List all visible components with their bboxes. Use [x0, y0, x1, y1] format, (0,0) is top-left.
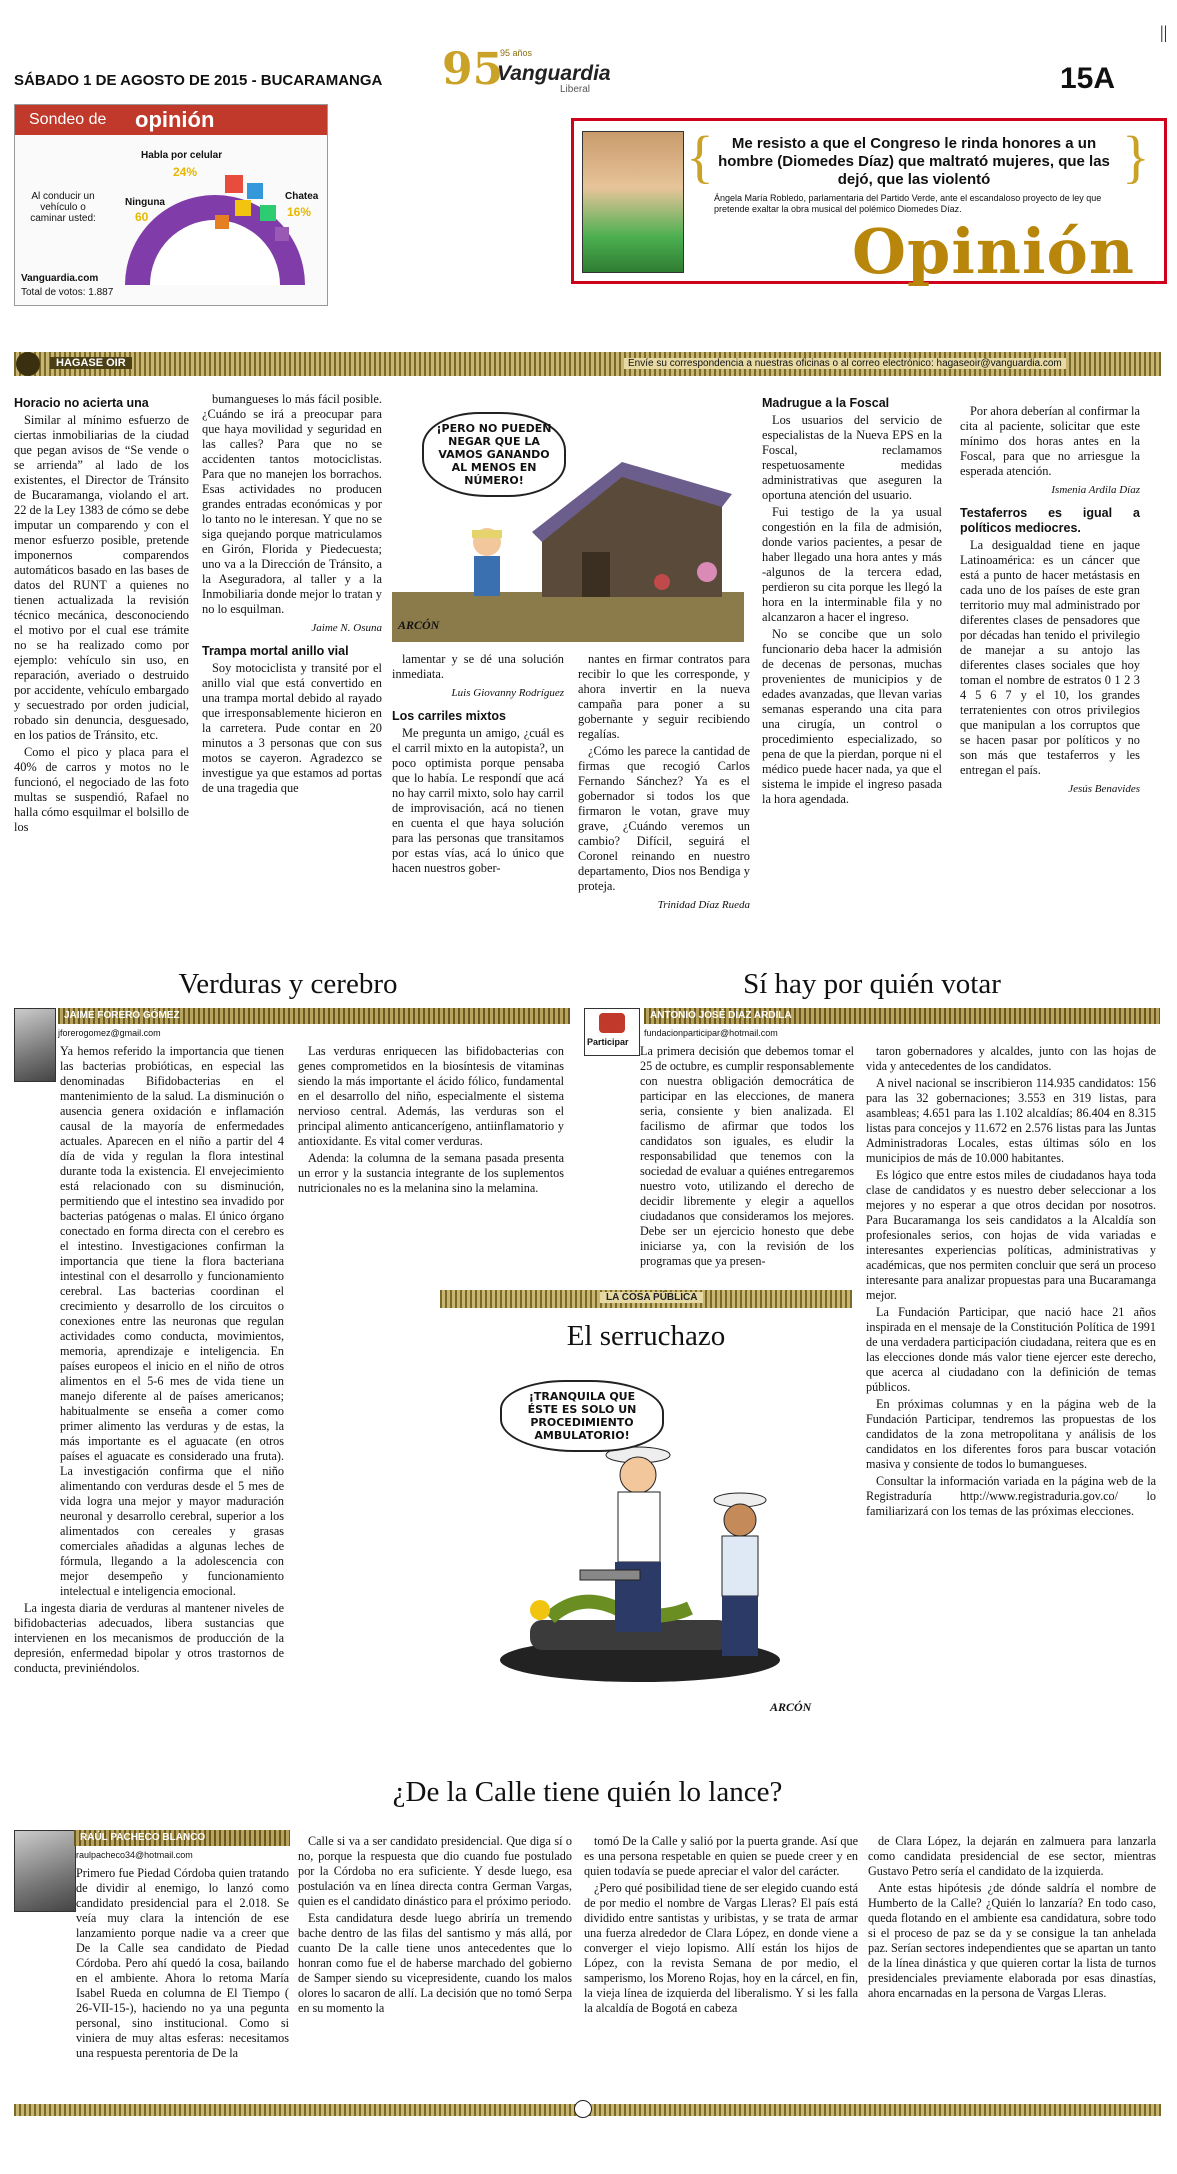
poll-title-prefix: Sondeo de — [29, 111, 107, 128]
poll-option-label: Habla por celular — [141, 150, 223, 161]
ear-icon — [16, 352, 40, 376]
quote-attribution: Ángela María Robledo, parlamentaria del Partido Verde, ante el escandaloso proyecto de ley que pretende exaltar la obra musical del polémico Diomedes Díaz. — [714, 193, 1102, 214]
article-paragraph: de Clara López, la dejarán en zalmuera para lanzarla como candidata presidencial de ese sector, mientras Gustavo Petro sería el candidato de la izquierda. — [868, 1834, 1156, 1878]
quote-author-photo — [582, 131, 684, 273]
brace-left-icon: { — [686, 124, 714, 189]
letter-signature: Luis Giovanny Rodríguez — [451, 687, 564, 699]
votar-headline: Sí hay por quién votar — [743, 968, 1001, 1000]
letter-title: Testaferros es igual a políticos mediocres. — [960, 506, 1140, 535]
delacalle-headline: ¿De la Calle tiene quién lo lance? — [392, 1776, 783, 1808]
serruchazo-cartoon — [440, 1360, 852, 1730]
verduras-column-1 — [14, 1044, 284, 1678]
letter-paragraph: nantes en firmar contratos para recibir lo que les corresponde, y ahora invertir en la nueva campaña para poner a su gobernante y seguir recibiendo regalías. — [578, 652, 750, 741]
letters-cartoon — [392, 382, 744, 644]
cartoonist-signature: ARCÓN — [398, 618, 440, 632]
brand-name: Vanguardia — [497, 62, 611, 85]
cosa-publica-headline: El serruchazo — [566, 1320, 726, 1352]
cartoonist-signature: ARCÓN — [770, 1700, 812, 1714]
article-paragraph: taron gobernadores y alcaldes, junto con las hojas de vida y antecedentes de los candidatos. — [866, 1044, 1156, 1073]
article-paragraph: Primero fue Piedad Córdoba quien tratando de dividir al enemigo, lo lanzó como candidato presidencial para el 2.018. Se veía muy clara la intención de ese lanzamiento porque nadie va a creer que De la Calle sea candidato de Piedad Córdoba. Pero ahí quedó la cosa, bailando en el ambiente. Ahora lo retoma María Isabel Rueda en columna de El Tiempo ( 26-VII-15-), haciendo no ya una pegunta personal, sino institucional. Como si viniera de muy altas esferas: necesitamos una respuesta perentoria de De la — [76, 1866, 289, 2060]
letter-signature: Jaime N. Osuna — [311, 622, 382, 634]
delacalle-column-3 — [584, 1834, 858, 2018]
section-title: Opinión — [852, 215, 1135, 288]
article-paragraph: La ingesta diaria de verduras al mantener niveles de bifidobacterias adecuados, libera sustancias que intervienen en los mecanismos de producción de la depresión, enfermedad bipolar y otros trastornos de conducta, previniéndolos. — [14, 1601, 284, 1675]
page-number: 15A — [1060, 62, 1116, 95]
article-paragraph: Es lógico que entre estos miles de ciudadanos haya toda clase de candidatos y es nuestro deber seleccionar a los mejores y no esperar a que otros decidan por nosotros. Para Bucaramanga los seis candidatos a la Alcaldía son profesionales serios, con hojas de vida variadas e interesantes experiencias políticas, administrativas y académicas, que nos permiten concluir que será un proceso interesante para analizar propuestas para una Bucaramanga mejor. — [866, 1168, 1156, 1302]
letter-paragraph: No se concibe que un solo funcionario deba hacer la admisión de decenas de personas, muchas provenientes de municipios y de edades avanzadas, que llevan varias semanas esperando una cita para una cirugía, un control o procedimiento especializado, so pena de que la pierdan, porque ni el médico puede hacer nada, ya que el sistema le impide el ingreso pasada la hora agendada. — [762, 627, 942, 806]
hagase-oir-bar — [14, 352, 1161, 376]
cartoon-speech-bubble: ¡PERO NO PUEDEN NEGAR QUE LA VAMOS GANANDO AL MENOS EN NÚMERO! — [422, 412, 566, 497]
delacalle-column-2 — [298, 1834, 572, 2018]
poll-source: Vanguardia.com — [21, 273, 99, 284]
poll-question: Al conducir un vehículo o caminar usted: — [30, 191, 96, 224]
registration-mark-icon — [574, 2100, 592, 2118]
letter-paragraph: Como el pico y placa para el 40% de carros y motos no le funcionó, el negociado de las foto multas se suspendió, Rafael no halla cómo esquilmar el bolsillo de los — [14, 745, 189, 834]
poll-title: opinión — [135, 107, 215, 132]
columnist-name: ANTONIO JOSÉ DÍAZ ARDILA — [644, 1008, 1160, 1024]
letter-paragraph: lamentar y se dé una solución inmediata. — [392, 652, 564, 681]
quote-text: Me resisto a que el Congreso le rinda honores a un hombre (Diomedes Díaz) que maltrató mujeres, que las dejó, que las violentó — [718, 135, 1110, 188]
anniversary-label: 95 años — [500, 48, 533, 58]
article-paragraph: La Fundación Participar, que nació hace 21 años inspirada en el mensaje de la Constitución Política de 1991 de una verdadera participación ciudadana, reitera que es en las elecciones donde más valor tiene ejercer este derecho, que acerca al ciudadano con la definición de temas públicos. — [866, 1305, 1156, 1394]
letter-column-3 — [392, 652, 564, 878]
hagase-oir-note: Envíe su correspondencia a nuestras oficinas o al correo electrónico: hagaseoir@vanguardia.com — [624, 358, 1066, 369]
issue-date: SÁBADO 1 DE AGOSTO DE 2015 - BUCARAMANGA — [14, 72, 383, 89]
letter-paragraph: Soy motociclista y transité por el anillo vial que está convertido en una trampa mortal debido al rayado que irresponsablemente hicieron en la carretera. Pude contar en 20 minutos a 3 personas que con sus motos se cayeron. Agradezco se investigue ya que estamos ad portas de una tragedia que — [202, 661, 382, 795]
letter-paragraph: bumangueses lo más fácil posible. ¿Cuándo se irá a preocupar para que haya movilidad y seguridad en las calles? Para que no se accidenten tantos motociclistas. Para que no manejen los borrachos. Esas actividades no producen grandes entradas económicas y por lo tanto no le interesan. Y que no se siga quejando porque matriculamos en Girón, Florida y Piedecuesta; uno va a la Dirección de Tránsito, a la Aseguradora, al taller y a la Inmobiliaria donde mejor lo tratan y no lo esquilman. — [202, 392, 382, 616]
hagase-oir-label: HAGASE OIR — [50, 357, 132, 369]
columnist-email: jforerogomez@gmail.com — [58, 1028, 161, 1038]
votar-column-2 — [866, 1044, 1156, 1521]
anniversary-mark: 95 — [442, 44, 504, 95]
delacalle-column-4 — [868, 1834, 1156, 2003]
cosa-publica-bar — [440, 1290, 852, 1308]
letter-paragraph: Por ahora deberían al confirmar la cita al paciente, solicitar que este mínimo dos horas antes en la Foscal, para que no arriesgue la esperada atención. — [960, 404, 1140, 478]
letter-paragraph: Similar al mínimo esfuerzo de ciertas inmobiliarias de la ciudad que pegan avisos de “Se vende o se arrienda” al lado de los existentes, el Director de Tránsito de Bucaramanga, violando el art. 22 de la Ley 1383 de cómo se debe imputar un comparendo y con el menor esfuerzo posible, pretende imponernos comparendos automáticos basado en las bases de datos del RUNT a quienes no tienen actualizada la revisión técnico mecánica, desconociendo el motivo por el cual ese trámite no se ha realizado como por ejemplo: vehículo sin uso, en reparación, averiado o destruido por accidente, vehículo embargado y secuestrado por orden judicial, robado sin denuncia, desguesado, en los patios de Tránsito, etc. — [14, 413, 189, 742]
poll-header — [15, 105, 327, 135]
article-paragraph: Ya hemos referido la importancia que tienen las bacterias probióticas, en especial las denominadas Bifidobacterias en el mantenimiento de la salud. La disminución o ausencia genera oxidación e inflamación causal de la mayoría de enfermedades actuales. Aparecen en el niño a partir del 4 día de vida y regulan la flora intestinal durante toda la existencia. El envejecimiento está relacionado con su disminución, permitiendo que el intestino sea invadido por bacterias patógenas o malas. El único órgano conectado en forma directa con el cerebro es el intestino. Investigaciones confirman la importancia que tiene la flora bacteriana intestinal con el desarrollo y funcionamiento cerebral. Las bacterias coordinan el crecimiento y desarrollo de los circuitos o conexiones entre las neuronas que regulan actividades como conducta, movimientos, memoria, aprendizaje e inteligencia. En países europeos el inicio en el niño de otros alimentos en el 5-6 mes de vida tiene un manejo diferente al de países americanos; habitualmente se enseña a comer como primer alimento las verduras y de estas, la más importante es el aguacate (en otros países el aguacate es considerado una fruta). La investigación confirma que el niño alimentando con verduras desde el 5 mes de vida logra una mejor y mayor maduración neuronal y desarrollo cerebral, superior a los alimentados con cereales y grasas comerciales añadidas a algunas leches de fórmula, llegando a la adolescencia con mejor desempeño y funcionamiento intelectual e inteligencia emocional. — [60, 1044, 284, 1598]
poll-option-label: Ninguna — [125, 197, 165, 208]
opinion-poll — [14, 104, 328, 306]
letter-column-6 — [960, 404, 1140, 805]
letter-column-2 — [202, 392, 382, 798]
letter-column-5 — [762, 392, 942, 809]
letter-title: Horacio no acierta una — [14, 396, 149, 410]
letter-signature: Ismenia Ardila Díaz — [1051, 484, 1140, 496]
verduras-column-2 — [298, 1044, 564, 1198]
poll-total: Total de votos: 1.887 — [21, 287, 114, 298]
delacalle-column-1 — [14, 1866, 289, 2063]
article-paragraph: tomó De la Calle y salió por la puerta grande. Así que es una persona respetable en quien se puede creer y en quien todavía se puede apreciar el valor del carácter. — [584, 1834, 858, 1878]
letter-paragraph: ¿Cómo les parece la cantidad de firmas que recogió Carlos Fernando Sánchez? Ya es el gobernador si todos los que firmaron le votan, grave muy grave, ¿Cuándo veremos un cambio? Difícil, seguirá el Coronel reinando en nuestro departamento, Dios nos Bendiga y proteja. — [578, 744, 750, 893]
letter-signature: Jesús Benavides — [1068, 783, 1140, 795]
brand-sub: Liberal — [560, 84, 591, 95]
letter-paragraph: La desigualdad tiene en jaque Latinoamérica: es un cáncer que está a punto de hacer metástasis en cada uno de los países de este gran territorio muy mal administrado por diferentes clases de pensadores que por décadas han tenido el privilegio de manejar a su antojo las diferentes clases sociales que hoy toman el nombre de estratos 0 1 2 3 4 5 6 7 y el 10, los grandes terratenientes con otros privilegios que manipulan a los corruptos que se hacen pasar por políticos y no son más que testaferros y les entregan el país. — [960, 538, 1140, 777]
article-paragraph: Consultar la información variada en la página web de la Registraduría http://www.registraduria.gov.co/ lo familiarizará con los temas de las próximas elecciones. — [866, 1474, 1156, 1518]
poll-option-value: 16% — [287, 205, 312, 219]
masthead-logo — [442, 44, 642, 100]
columnist-email: fundacionparticipar@hotmail.com — [644, 1028, 778, 1038]
votar-column-1 — [584, 1044, 854, 1271]
logo-text: Participar — [587, 1037, 629, 1047]
article-paragraph: ¿Pero qué posibilidad tiene de ser elegido cuando está de por medio el nombre de Vargas Lleras? El país está dividido entre santistas y uribistas, y se trata de armar una fuerza alrededor de Clara López, en donde viene a converger el viejo lopismo. Allí están los hijos de López, con la revista Semana de por medio, el samperismo, los Moreno Rojas, hoy en la cárcel, en fin, la vieja línea de izquierda del liberalismo. Y si les falla la alcaldía de Bogotá en cabeza — [584, 1881, 858, 2015]
article-paragraph: Adenda: la columna de la semana pasada presenta un error y la sustancia integrante de los suplementos nutricionales no es la melanina sino la melamina. — [298, 1151, 564, 1195]
logo-mark-icon — [599, 1013, 625, 1033]
poll-option-value: 60 — [135, 210, 149, 224]
letter-title: Trampa mortal anillo vial — [202, 644, 349, 658]
columnist-name: JAIME FORERO GÓMEZ — [58, 1008, 570, 1024]
poll-option-label: Chatea — [285, 191, 319, 202]
verduras-headline: Verduras y cerebro — [178, 968, 398, 1000]
article-paragraph: Calle si va a ser candidato presidencial. Que diga sí o no, porque la respuesta que dio cuando fue postulado por la Córdoba no era suficiente. Y desde luego, esa postulación va en línea directa contra German Vargas, quien es el candidato dinástico para el próximo periodo. — [298, 1834, 572, 1908]
poll-option-value: 24% — [173, 165, 198, 179]
article-paragraph: En próximas columnas y en la página web de la Fundación Participar, tendremos las propuestas de los candidatos de la zona metropolitana y análisis de los candidatos en los diferentes foros para buscar votación masiva y consiente de todos lo bumangueses. — [866, 1397, 1156, 1471]
letter-paragraph: Me pregunta un amigo, ¿cuál es el carril mixto en la autopista?, un poco optimista porque pensaba que lo había. Le respondí que acá no hay carril mixto, solo hay carril de improvisación, acá no tienen en cuenta el que haya solución para las personas que transitamos por estas vías, acá lo único que hacen nuestros gober- — [392, 726, 564, 875]
letter-title: Los carriles mixtos — [392, 709, 506, 723]
article-paragraph: Las verduras enriquecen las bifidobacterias con genes comprometidos en la biosíntesis de vitaminas siendo la más importante el ácido fólico, fundamental en el desarrollo del niño, especialmente el sistema nervioso central. Además, las verduras son el principal alimento anticancerígeno, antiinflamatorio y antioxidante. Es vital comer verduras. — [298, 1044, 564, 1148]
article-paragraph: A nivel nacional se inscribieron 114.935 candidatos: 156 para las 32 gobernaciones; 3.553 en 319 listas, para asambleas; 4.651 para las 1.102 alcaldías; 86.404 en 8.315 listas para concejos y 11.672 en 2.576 listas para las Juntas Administradoras Locales, estas últimas sólo en los municipios de más de 10.000 habitantes. — [866, 1076, 1156, 1165]
article-paragraph: Esta candidatura desde luego abriría un tremendo bache dentro de las filas del santismo y más allá, por cuanto De la calle tiene unos antecedentes que lo honran como fue el de haberse marchado del gobierno de Samper siendo su vicepresidente, cuando los malos olores lo sacaron de allí. La decisión que no tomó Serpa en su momento la — [298, 1911, 572, 2015]
cosa-publica-label: LA COSA PÚBLICA — [600, 1292, 703, 1303]
letter-title: Madrugue a la Foscal — [762, 396, 890, 410]
letter-column-1 — [14, 392, 189, 837]
brace-right-icon: } — [1122, 124, 1150, 189]
fold-mark: || — [1160, 22, 1168, 42]
article-paragraph: Ante estas hipótesis ¿de dónde saldría el nombre de Humberto de la Calle? ¿Quién lo lanzaría? En todo caso, queda flotando en el ambiente esa candidatura, sobre todo si el proceso de paz se da y se consigue la tan anhelada paz. Serían sectores independientes que se apartan un tanto de la línea dinástica y que quieren cortar la lista de turnos presidenciales previamente elaborada por esas dinastías, ahora encarnadas en la persona de Vargas Lleras. — [868, 1881, 1156, 2000]
letter-paragraph: Fui testigo de la ya usual congestión en la fila de admisión, donde varios pacientes, a pesar de haber llegado una hora antes y más -algunos de la tercera edad, perdieron su cita porque les llegó la hora en la interminable fila y no alcanzaron a hacer el ingreso. — [762, 505, 942, 624]
cartoon-speech-bubble: ¡TRANQUILA QUE ÉSTE ES SOLO UN PROCEDIMIENTO AMBULATORIO! — [500, 1380, 664, 1452]
quote-box — [571, 118, 1167, 288]
letter-signature: Trinidad Díaz Rueda — [657, 899, 750, 911]
columnist-email: raulpacheco34@hotmail.com — [76, 1850, 193, 1860]
article-paragraph: La primera decisión que debemos tomar el 25 de octubre, es cumplir responsablemente con nuestra obligación democrática de participar en las elecciones, de manera seria, consiente y bien analizada. El facilismo de afirmar que todos los candidatos son iguales, es eludir la responsabilidad que tenemos con la sociedad de evaluar a quiénes entregaremos nuestro voto, utilizando el derecho de decidir libremente y elegir a aquellos ciudadanos que consideramos los mejores. Debe ser un ejercicio honesto que debe iniciarse ya, con la revisión de los programas que ya presen- — [640, 1044, 854, 1268]
letter-column-4 — [578, 652, 750, 921]
letter-paragraph: Los usuarios del servicio de especialistas de la Nueva EPS en la Foscal, reclamamos respetuosamente medidas administrativas que aseguren la oportuna atención del usuario. — [762, 413, 942, 502]
columnist-name: RAÚL PACHECO BLANCO — [74, 1830, 290, 1846]
